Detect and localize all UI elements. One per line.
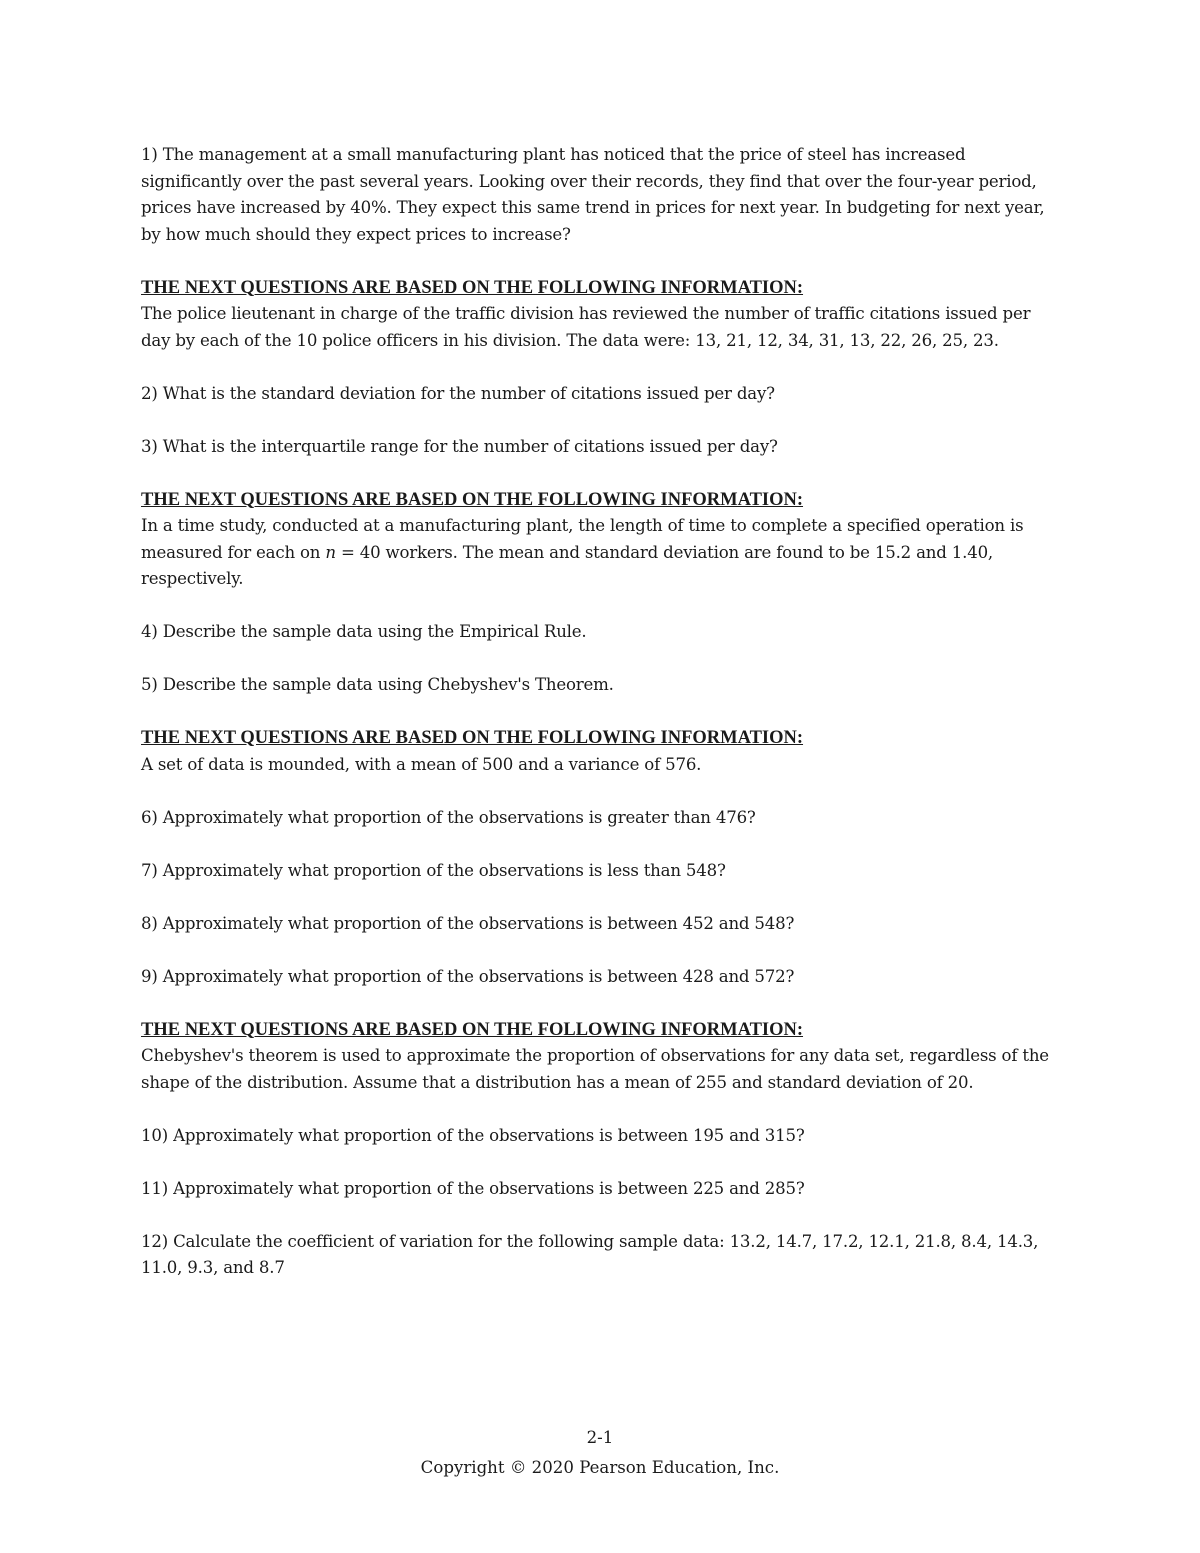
question-11: 11) Approximately what proportion of the observations is between 225 and 285? [141,1178,805,1198]
section-heading: THE NEXT QUESTIONS ARE BASED ON THE FOLLOWING INFORMATION: [141,489,804,510]
section-info [141,513,1061,593]
page-number: 2-1 [586,1428,614,1447]
section-info: Chebyshev's theorem is used to approximate the proportion of observations for any data set, regardless of the shape of the distribution. Assume that a distribution has a mean of 255 and standard deviation of 20. [141,1046,1049,1092]
info-variable-n: n [325,542,336,562]
section-heading: THE NEXT QUESTIONS ARE BASED ON THE FOLLOWING INFORMATION: [141,1019,804,1040]
info-block-mounded [141,725,1061,778]
info-block-chebyshev [141,1017,1061,1097]
document-body [141,142,1061,1308]
question-12: 12) Calculate the coefficient of variation for the following sample data: 13.2, 14.7, 17.2, 12.1, 21.8, 8.4, 14.3, 11.0, 9.3, and 8.7 [141,1231,1039,1277]
question-7: 7) Approximately what proportion of the observations is less than 548? [141,860,726,880]
section-heading: THE NEXT QUESTIONS ARE BASED ON THE FOLLOWING INFORMATION: [141,277,804,298]
info-text-end: = 40 workers. The mean and standard deviation are found to be 15.2 and 1.40, respectively. [141,542,994,588]
question-1: 1) The management at a small manufacturing plant has noticed that the price of steel has increased significantly over the past several years. Looking over their records, they find that over the four-year period, prices have increased by 40%. They expect this same trend in prices for next year. In budgeting for next year, by how much should they expect prices to increase? [141,145,1045,244]
section-heading: THE NEXT QUESTIONS ARE BASED ON THE FOLLOWING INFORMATION: [141,728,804,748]
question-4: 4) Describe the sample data using the Empirical Rule. [141,622,587,641]
question-8: 8) Approximately what proportion of the observations is between 452 and 548? [141,913,795,933]
section-info: A set of data is mounded, with a mean of 500 and a variance of 576. [141,754,702,774]
info-block-citations [141,275,1061,355]
question-10: 10) Approximately what proportion of the observations is between 195 and 315? [141,1125,805,1145]
info-block-time-study [141,487,1061,593]
question-9: 9) Approximately what proportion of the observations is between 428 and 572? [141,966,795,986]
section-info: The police lieutenant in charge of the traffic division has reviewed the number of traffic citations issued per day by each of the 10 police officers in his division. The data were: 13, 21, 12, 34, 31, 13, 22, 26, 25, 23. [141,304,1031,350]
info-text-start: In a time study, conducted at a manufacturing plant, the length of time to complete a specified operation is measured for each on [141,516,1024,562]
question-5: 5) Describe the sample data using Chebyshev's Theorem. [141,675,614,694]
question-2: 2) What is the standard deviation for the number of citations issued per day? [141,383,775,403]
copyright-notice: Copyright © 2020 Pearson Education, Inc. [420,1458,780,1477]
question-3: 3) What is the interquartile range for the number of citations issued per day? [141,436,778,456]
question-6: 6) Approximately what proportion of the observations is greater than 476? [141,807,756,827]
